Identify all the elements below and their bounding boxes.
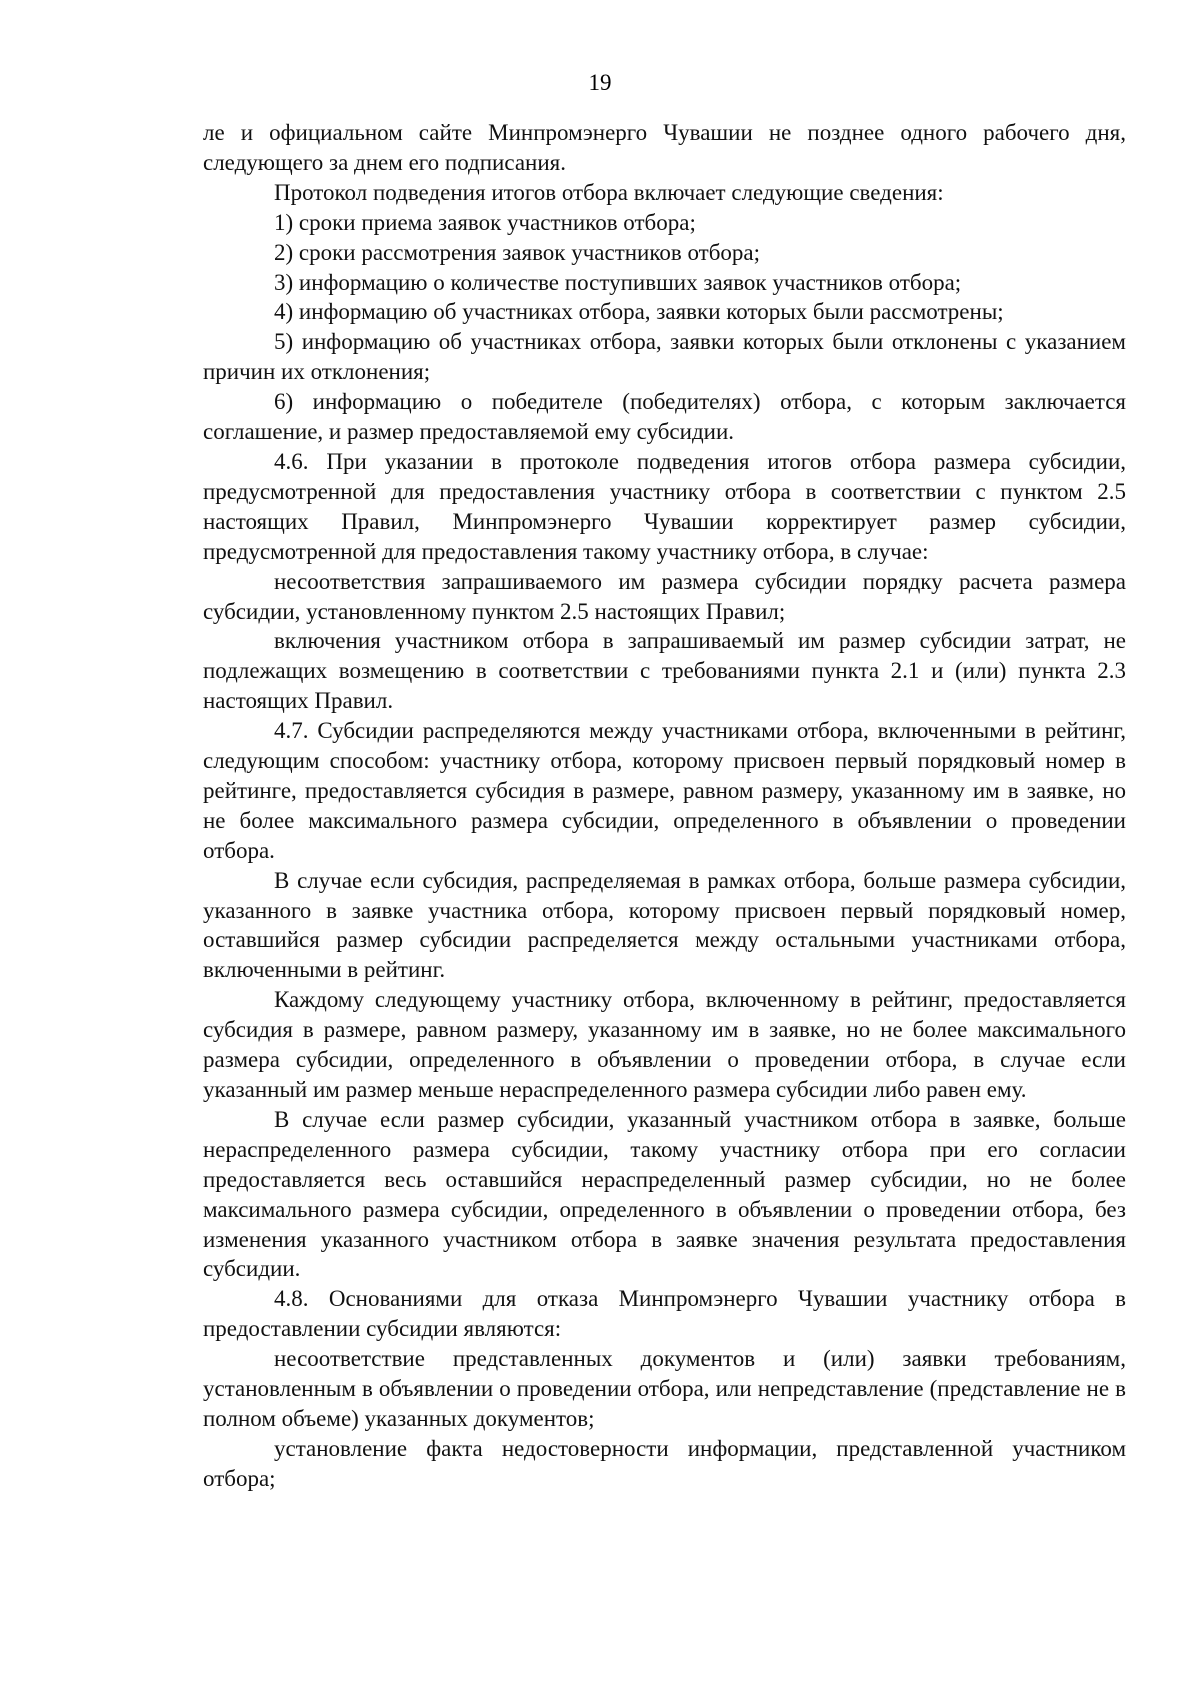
section-4-7: 4.7. Субсидии распределяются между участниками отбора, включенными в рейтинг, следующим способом: участнику отбора, которому присвоен первый порядковый номер в рейтинге, предоставляется субсидия в размере, равном размеру, указанному им в заявке, но не более максимального размера субсидии, определенного в объявлении о проведении отбора. [203,718,1126,863]
list-item-4: 4) информацию об участниках отбора, заявки которых были рассмотрены; [274,299,1004,325]
list-item-1: 1) сроки приема заявок участников отбора; [274,209,696,235]
section-4-7-remainder: В случае если субсидия, распределяемая в рамках отбора, больше размера субсидии, указанного в заявке участника отбора, которому присвоен первый порядковый номер, оставшийся размер субсидии распределяется между остальными участниками отбора, включенными в рейтинг. [203,867,1126,983]
section-4-7-next-participant: Каждому следующему участнику отбора, включенному в рейтинг, предоставляется субсидия в размере, равном размеру, указанному им в заявке, но не более максимального размера субсидии, определенного в объявлении о проведении отбора, в случае если указанный им размер меньше нераспределенного размера субсидии либо равен ему. [203,987,1126,1102]
paragraph-continuation: ле и официальном сайте Минпромэнерго Чувашии не позднее одного рабочего дня, следующего за днем его подписания. [203,120,1126,175]
list-item-5: 5) информацию об участниках отбора, заявки которых были отклонены с указанием причин их отклонения; [203,329,1126,385]
page-number: 19 [588,70,612,95]
section-4-8: 4.8. Основаниями для отказа Минпромэнерго Чувашии участнику отбора в предоставлении субсидии являются: [203,1286,1126,1342]
list-item-2: 2) сроки рассмотрения заявок участников отбора; [274,239,761,265]
paragraph-protocol-intro: Протокол подведения итогов отбора включает следующие сведения: [274,179,944,205]
section-4-6: 4.6. При указании в протоколе подведения итогов отбора размера субсидии, предусмотренной для предоставления участнику отбора в соответствии с пунктом 2.5 настоящих Правил, Минпромэнерго Чувашии корректирует размер субсидии, предусмотренной для предоставления такому участнику отбора, в случае: [203,448,1126,564]
document-body [203,118,1126,1494]
list-item-3: 3) информацию о количестве поступивших заявок участников отбора; [274,269,962,295]
section-4-8-ground-1: несоответствие представленных документов и (или) заявки требованиям, установленным в объявлении о проведении отбора, или непредставление (представление не в полном объеме) указанных документов; [203,1346,1126,1431]
section-4-7-excess-case: В случае если размер субсидии, указанный участником отбора в заявке, больше нераспределенного размера субсидии, такому участнику отбора при его согласии предоставляется весь оставшийся нераспределенный размер субсидии, но не более максимального размера субсидии, определенного в объявлении о проведении отбора, без изменения указанного участником отбора в заявке значения результата предоставления субсидии. [203,1106,1126,1282]
section-4-6-case-1: несоответствия запрашиваемого им размера субсидии порядку расчета размера субсидии, установленному пунктом 2.5 настоящих Правил; [203,568,1126,624]
section-4-6-case-2: включения участником отбора в запрашиваемый им размер субсидии затрат, не подлежащих возмещению в соответствии с требованиями пункта 2.1 и (или) пункта 2.3 настоящих Правил. [203,628,1126,714]
section-4-8-ground-2: установление факта недостоверности информации, представленной участником отбора; [203,1435,1126,1491]
list-item-6: 6) информацию о победителе (победителях) отбора, с которым заключается соглашение, и размер предоставляемой ему субсидии. [203,389,1126,445]
